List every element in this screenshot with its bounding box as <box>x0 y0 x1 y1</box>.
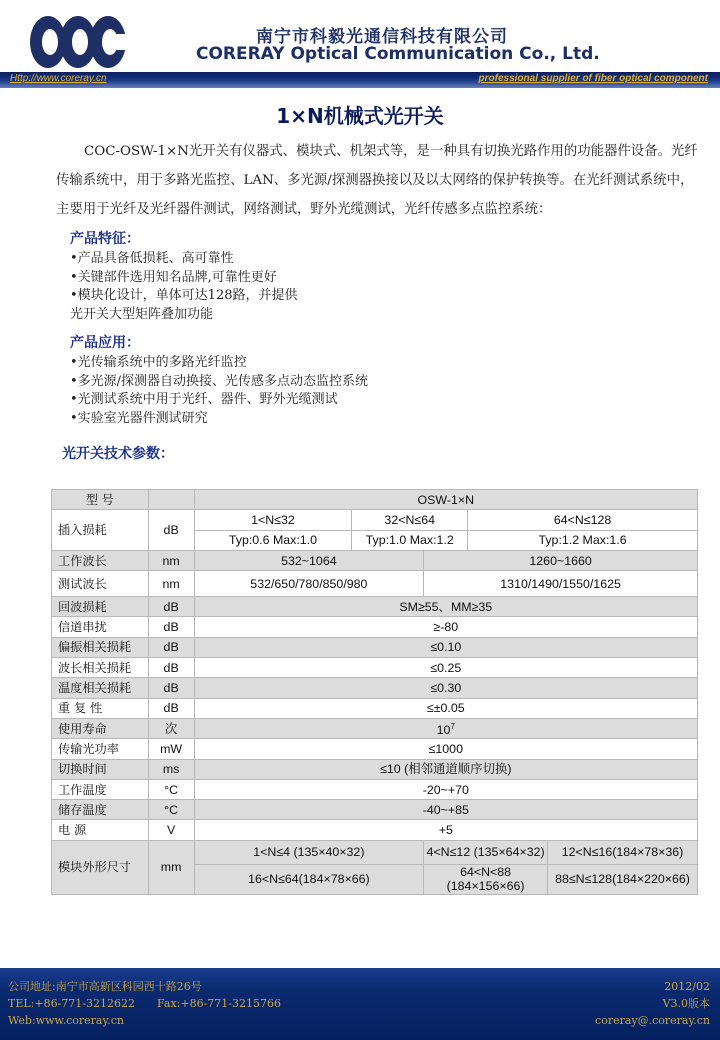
insertion-value: Typ:1.0 Max:1.2 <box>352 530 468 550</box>
table-row <box>52 718 698 738</box>
features-title: 产品特征： <box>70 231 140 247</box>
company-name-cn: 南宁市科毅光通信科技有限公司 <box>256 27 508 47</box>
table-row <box>52 759 698 779</box>
table-row <box>52 637 698 657</box>
param-label: 温度相关损耗 <box>52 678 149 698</box>
size-value: 4<N≤12 (135×64×32) <box>424 840 548 864</box>
life-exponent: 7 <box>450 722 455 732</box>
param-label: 电 源 <box>52 820 149 840</box>
company-name-en: CORERAY Optical Communication Co., Ltd. <box>196 44 600 64</box>
footer-tel: TEL:+86-771-3212622 <box>8 997 136 1010</box>
life-unit: 次 <box>148 718 194 738</box>
insertion-value: Typ:0.6 Max:1.0 <box>194 530 352 550</box>
size-value <box>424 864 548 894</box>
feature-item-continued: 光开关大型矩阵叠加功能 <box>70 306 214 322</box>
model-unit <box>148 490 194 510</box>
test-wl-value: 1310/1490/1550/1625 <box>424 571 698 597</box>
model-value: OSW-1×N <box>194 490 697 510</box>
param-value: +5 <box>194 820 697 840</box>
table-row <box>52 678 698 698</box>
insertion-unit: dB <box>148 510 194 551</box>
tagline: professional supplier of fiber optical component <box>478 73 708 84</box>
param-unit: V <box>148 820 194 840</box>
application-item: •光传输系统中的多路光纤监控 <box>70 355 247 370</box>
footer-meta <box>595 978 710 1029</box>
applications-title: 产品应用： <box>70 335 140 351</box>
size-value: 1<N≤4 (135×40×32) <box>194 840 424 864</box>
param-unit: dB <box>148 617 194 637</box>
life-value <box>194 718 697 738</box>
insertion-range: 64<N≤128 <box>468 510 698 530</box>
application-item: •多光源/探测器自动换接、光传感多点动态监控系统 <box>70 373 369 389</box>
website-link[interactable] <box>10 73 107 84</box>
company-logo <box>28 14 128 70</box>
work-wl-value: 532~1064 <box>194 550 424 570</box>
param-value: ≤0.30 <box>194 678 697 698</box>
features-section <box>70 228 297 324</box>
param-label: 波长相关损耗 <box>52 658 149 678</box>
test-wl-unit: nm <box>148 571 194 597</box>
param-unit: dB <box>148 698 194 718</box>
feature-item: •产品具备低损耗、高可靠性 <box>70 251 234 266</box>
work-wl-unit: nm <box>148 550 194 570</box>
param-value: ≤±0.05 <box>194 698 697 718</box>
size-label: 模块外形尺寸 <box>52 840 149 894</box>
table-row <box>52 658 698 678</box>
intro-paragraph: COC-OSW-1×N光开关有仪器式、模块式、机架式等，是一种具有切换光路作用的功能器件设备。光纤传输系统中，用于多路光监控、LAN、多光源/探测器换接以及以太网络的保护转换等。在光纤测试系统中，主要用于光纤及光纤器件测试，网络测试，野外光缆测试，光纤传感多点监控系统： <box>56 144 698 217</box>
footer-version: V3.0版本 <box>662 997 710 1010</box>
size-line: (184×156×66) <box>446 879 525 894</box>
url-prefix: Http:// <box>10 73 37 84</box>
table-row <box>52 571 698 597</box>
test-wl-value: 532/650/780/850/980 <box>194 571 424 597</box>
param-unit: dB <box>148 658 194 678</box>
insertion-value: Typ:1.2 Max:1.6 <box>468 530 698 550</box>
footer-address: 公司地址:南宁市高新区科园西十路26号 <box>8 980 202 993</box>
model-label: 型 号 <box>52 490 149 510</box>
param-value: -40~+85 <box>194 800 697 820</box>
param-label: 重 复 性 <box>52 698 149 718</box>
table-row <box>52 510 698 530</box>
size-unit: mm <box>148 840 194 894</box>
footer-date: 2012/02 <box>664 980 710 993</box>
table-row <box>52 698 698 718</box>
footer-email[interactable]: coreray@.coreray.cn <box>595 1014 710 1027</box>
insertion-range: 1<N≤32 <box>194 510 352 530</box>
size-value: 16<N≤64(184×78×66) <box>194 864 424 894</box>
param-label: 回波损耗 <box>52 597 149 617</box>
applications-section <box>70 332 368 428</box>
table-row <box>52 800 698 820</box>
param-value: ≤1000 <box>194 739 697 759</box>
insertion-label: 插入损耗 <box>52 510 149 551</box>
work-wl-label: 工作波长 <box>52 550 149 570</box>
param-unit: °C <box>148 800 194 820</box>
life-base: 10 <box>436 723 451 738</box>
param-value: SM≥55、MM≥35 <box>194 597 697 617</box>
param-unit: dB <box>148 678 194 698</box>
work-wl-value: 1260~1660 <box>424 550 698 570</box>
param-label: 储存温度 <box>52 800 149 820</box>
param-unit: ms <box>148 759 194 779</box>
param-label: 工作温度 <box>52 779 149 799</box>
param-label: 偏振相关损耗 <box>52 637 149 657</box>
table-row <box>52 739 698 759</box>
table-row <box>52 820 698 840</box>
footer-contact <box>8 978 281 1029</box>
param-unit: dB <box>148 637 194 657</box>
size-value: 88≤N≤128(184×220×66) <box>547 864 697 894</box>
param-value: ≤0.10 <box>194 637 697 657</box>
page-header <box>0 0 720 95</box>
param-unit: mW <box>148 739 194 759</box>
life-label: 使用寿命 <box>52 718 149 738</box>
footer-web[interactable]: Web:www.coreray.cn <box>8 1014 124 1027</box>
application-item: •光测试系统中用于光纤、器件、野外光缆测试 <box>70 392 338 407</box>
url-text: www.coreray.cn <box>36 73 107 84</box>
footer-phone-row <box>8 995 281 1012</box>
insertion-range: 32<N≤64 <box>352 510 468 530</box>
test-wl-label: 测试波长 <box>52 571 149 597</box>
table-row <box>52 490 698 510</box>
application-item: •实验室光器件测试研究 <box>70 410 208 426</box>
table-row <box>52 779 698 799</box>
param-label: 信道串扰 <box>52 617 149 637</box>
param-unit: dB <box>148 597 194 617</box>
table-row <box>52 617 698 637</box>
page-title: 1×N机械式光开关 <box>276 104 444 128</box>
param-value: -20~+70 <box>194 779 697 799</box>
table-row <box>52 597 698 617</box>
param-label: 切换时间 <box>52 759 149 779</box>
feature-item: •模块化设计，单体可达128路，并提供 <box>70 288 298 303</box>
size-line: 64<N<88 <box>460 865 512 880</box>
footer-fax: Fax:+86-771-3215766 <box>157 997 282 1010</box>
param-value: ≤10 (相邻通道顺序切换) <box>194 759 697 779</box>
param-unit: °C <box>148 779 194 799</box>
feature-item: •关键部件选用知名品牌,可靠性更好 <box>70 269 277 285</box>
param-value: ≥-80 <box>194 617 697 637</box>
params-title: 光开关技术参数： <box>62 446 174 462</box>
table-row <box>52 840 698 864</box>
table-row <box>52 550 698 570</box>
spec-table <box>51 489 698 895</box>
param-value: ≤0.25 <box>194 658 697 678</box>
size-value: 12<N≤16(184×78×36) <box>547 840 697 864</box>
param-label: 传输光功率 <box>52 739 149 759</box>
